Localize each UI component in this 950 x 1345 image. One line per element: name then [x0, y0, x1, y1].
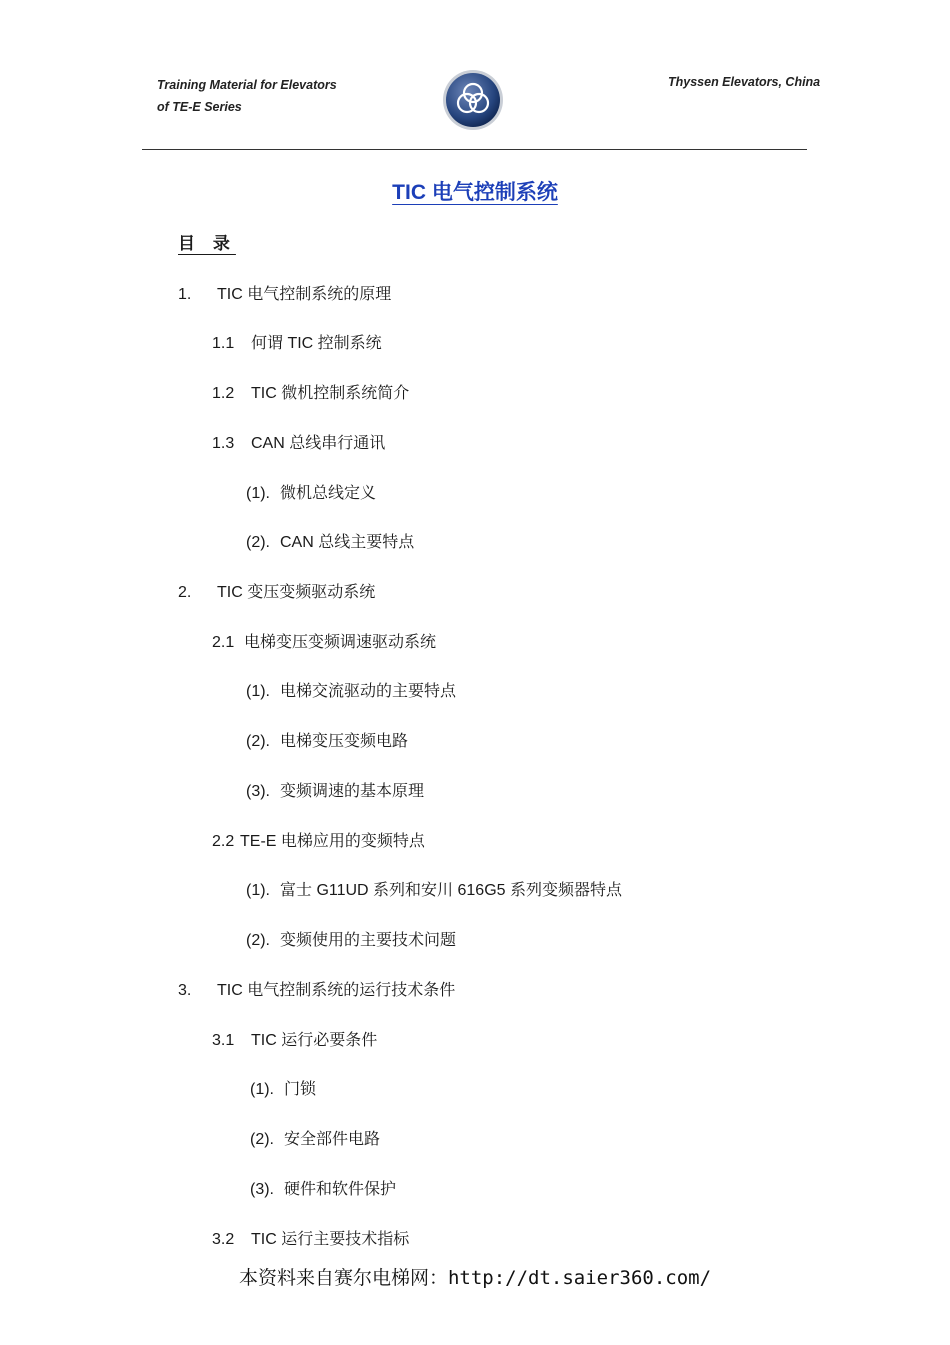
- toc-entry-text: 电梯交流驱动的主要特点: [280, 683, 457, 700]
- toc-heading-text: 目 录: [178, 234, 236, 254]
- toc-entry-text: 变频调速的基本原理: [280, 783, 425, 800]
- toc-entry-number: (1).: [246, 485, 270, 502]
- toc-entry: [178, 977, 455, 1000]
- toc-entry-text: 变频使用的主要技术问题: [280, 932, 457, 949]
- toc-heading: [178, 229, 236, 254]
- toc-entry-text: TIC 变压变频驱动系统: [217, 584, 376, 601]
- thyssen-logo-icon: [442, 69, 504, 131]
- toc-entry: [178, 579, 375, 602]
- toc-entry: [212, 828, 425, 851]
- toc-entry-number: (1).: [250, 1081, 274, 1098]
- toc-entry: [250, 1126, 380, 1149]
- page-title: [0, 176, 950, 206]
- toc-entry-number: (2).: [246, 733, 270, 750]
- toc-entry-text: 门锁: [284, 1081, 317, 1098]
- toc-entry-number: (1).: [246, 683, 270, 700]
- toc-entry: [246, 877, 622, 900]
- toc-entry-text: TIC 微机控制系统简介: [251, 385, 410, 402]
- toc-entry-number: (2).: [250, 1131, 274, 1148]
- toc-entry-text: TIC 电气控制系统的原理: [217, 286, 392, 303]
- toc-entry-text: CAN 总线主要特点: [280, 534, 415, 551]
- toc-entry-number: (2).: [246, 932, 270, 949]
- toc-entry-text: 硬件和软件保护: [284, 1181, 397, 1198]
- toc-entry: [246, 480, 376, 503]
- toc-entry-number: 3.2: [212, 1231, 235, 1248]
- page-title-text: TIC 电气控制系统: [392, 181, 558, 204]
- header-left: [157, 74, 337, 118]
- toc-entry: [212, 1226, 409, 1249]
- toc-entry: [212, 1027, 377, 1050]
- header-left-line2: of TE-E Series: [157, 100, 242, 114]
- toc-entry-text: CAN 总线串行通讯: [251, 435, 386, 452]
- toc-entry-text: 安全部件电路: [284, 1131, 381, 1148]
- toc-entry: [212, 330, 382, 353]
- toc-entry-number: 1.: [178, 286, 192, 303]
- toc-entry: [212, 430, 385, 453]
- toc-entry: [212, 380, 409, 403]
- toc-entry-number: 2.: [178, 584, 192, 601]
- toc-entry: [212, 629, 436, 652]
- toc-entry-text: 电梯变压变频调速驱动系统: [244, 634, 437, 651]
- toc-entry-number: 1.2: [212, 385, 235, 402]
- toc-entry: [246, 728, 408, 751]
- toc-entry-number: 3.1: [212, 1032, 235, 1049]
- toc-entry: [178, 281, 391, 304]
- toc-entry-text: TIC 电气控制系统的运行技术条件: [217, 982, 456, 999]
- header-left-line1: Training Material for Elevators: [157, 78, 337, 92]
- toc-entry-text: 富士 G11UD 系列和安川 616G5 系列变频器特点: [280, 882, 622, 899]
- toc-entry-number: 1.3: [212, 435, 235, 452]
- toc-entry-text: 何谓 TIC 控制系统: [251, 335, 382, 352]
- toc-entry-number: (3).: [250, 1181, 274, 1198]
- toc-entry-number: 2.1: [212, 634, 235, 651]
- footer-source-note: 本资料来自赛尔电梯网：http://dt.saier360.com/: [238, 1267, 712, 1289]
- toc-entry: [250, 1076, 316, 1099]
- toc-entry-number: 2.2: [212, 833, 235, 850]
- toc-entry-number: (1).: [246, 882, 270, 899]
- toc-entry-number: (3).: [246, 783, 270, 800]
- toc-entry: [250, 1176, 396, 1199]
- toc-entry-text: 电梯变压变频电路: [280, 733, 409, 750]
- toc-entry: [246, 927, 456, 950]
- header-divider: [142, 149, 807, 150]
- toc-entry-number: (2).: [246, 534, 270, 551]
- toc-entry: [246, 678, 456, 701]
- toc-entry-number: 1.1: [212, 335, 235, 352]
- toc-entry-text: 微机总线定义: [280, 485, 377, 502]
- toc-entry-text: TIC 运行必要条件: [251, 1032, 378, 1049]
- toc-entry: [246, 778, 424, 801]
- header-right: Thyssen Elevators, China: [668, 75, 821, 89]
- toc-entry: [246, 529, 414, 552]
- toc-entry-number: 3.: [178, 982, 192, 999]
- toc-entry-text: TIC 运行主要技术指标: [251, 1231, 410, 1248]
- toc-entry-text: TE-E 电梯应用的变频特点: [240, 833, 425, 850]
